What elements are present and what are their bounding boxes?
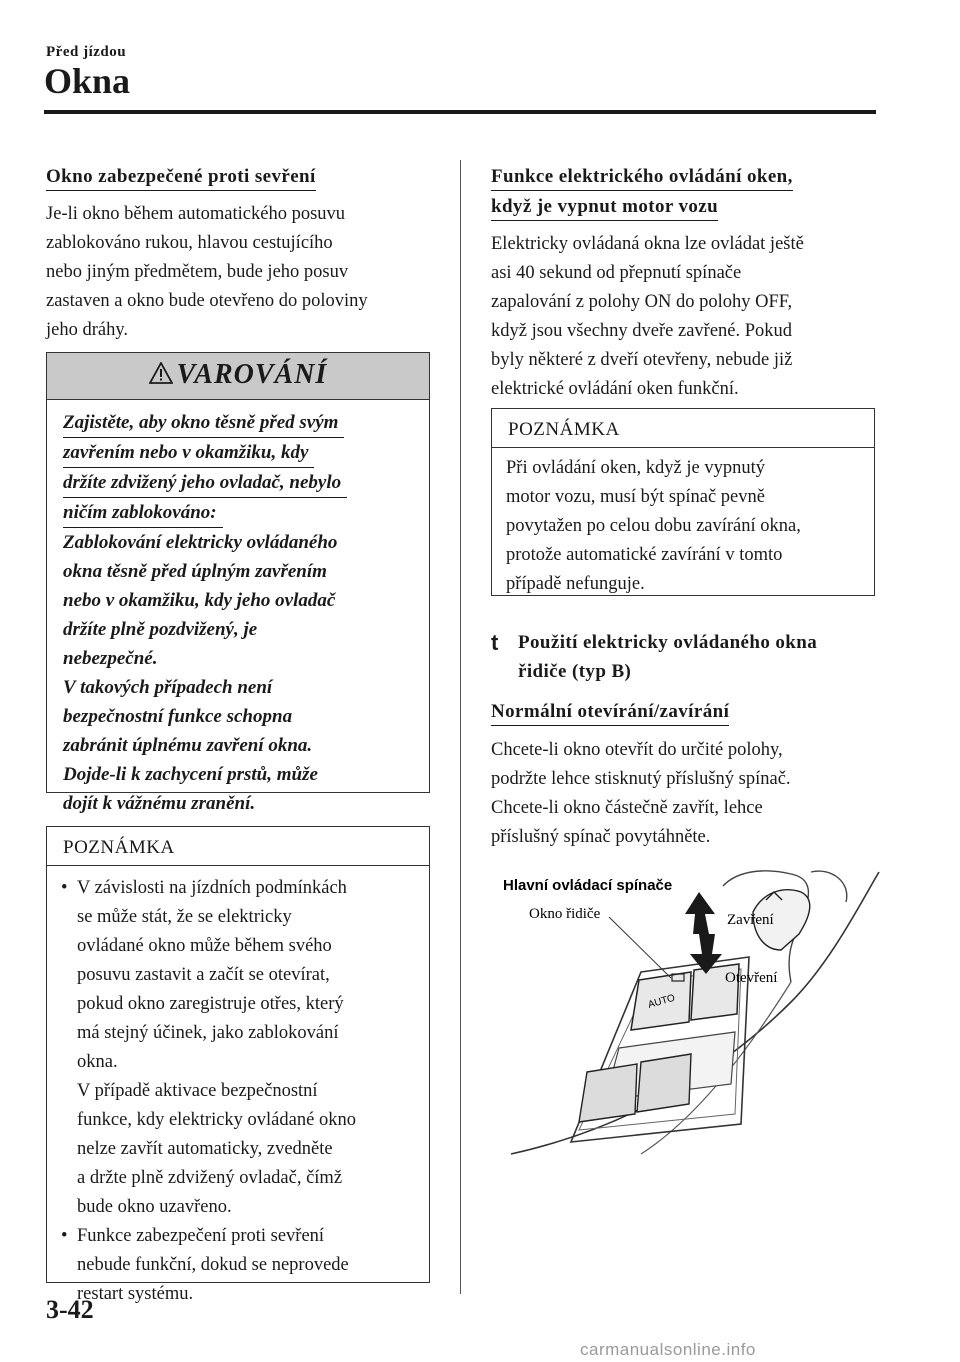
engine-off-heading: Funkce elektrického ovládání oken, když je vypnut motor vozu (491, 162, 793, 221)
item-marker: t (491, 630, 499, 655)
rear-left-switch (579, 1064, 637, 1122)
anti-pinch-heading: Okno zabezpečené proti sevření (46, 162, 316, 191)
normal-open-close-paragraph: Chcete-li okno otevřít do určité polohy, podržte lehce stisknutý příslušný spínač. Chcete-li okno částečně zavřít, lehce příslušný spínač povytáhněte. (491, 740, 791, 847)
note-title: POZNÁMKA (47, 827, 429, 866)
note-text: • V závislosti na jízdních podmínkách se může stát, že se elektricky ovládané okno může během svého posuvu zastavit a začít se otevírat, pokud okno zaregistruje otřes, který má stejný účinek, jako zablokování okna. V případě aktivace bezpečnostní funkce, kdy elektricky ovládané okno nelze zavřít automaticky, zvedněte a držte plně zdvižený ovladač, čímž bude okno uzavřeno. • Funkce zabezpečení proti sevření nebude funkční, dokud se neprovede restart systému. (47, 866, 429, 1309)
normal-open-close-heading: Normální otevírání/zavírání (491, 697, 729, 726)
warning-header (47, 353, 429, 400)
note-title: POZNÁMKA (492, 409, 874, 448)
rear-right-switch (637, 1054, 691, 1112)
engine-off-paragraph: Elektricky ovládaná okna lze ovládat ještě asi 40 sekund od přepnutí spínače zapalování z polohy ON do polohy OFF, když jsou všechny dveře zavřené. Pokud byly některé z dveří otevřeny, nebude již elektrické ovládání oken funkční. (491, 234, 804, 399)
window-switch-figure (491, 862, 881, 1162)
note-box-left (46, 826, 430, 1304)
auto-label: AUTO (646, 992, 677, 1011)
watermark: carmanualsonline.info (580, 1340, 756, 1359)
note-box-right (491, 408, 875, 596)
section-title: Okna (44, 61, 131, 101)
page-number: 3-42 (46, 1295, 94, 1324)
main-switches-label: Hlavní ovládací spínače (503, 877, 673, 894)
column-divider (460, 160, 461, 1294)
header-rule (44, 110, 876, 114)
bullet-dot: • (61, 1226, 68, 1246)
chapter-label: Před jízdou (46, 44, 127, 60)
warning-triangle-icon (149, 362, 173, 384)
warning-text: Zajistěte, aby okno těsně před svým zavřením nebo v okamžiku, kdy držíte zdvižený jeho ovladač, nebylo ničím zablokováno: Zablokování elektricky ovládaného okna těsně před úplným zavřením nebo v okamžiku, kdy jeho ovladač držíte plně pozdvižený, je nebezpečné. V takových případech není bezpečnostní funkce schopna zabránit úplnému zavření okna. Dojde-li k zachycení prstů, může dojít k vážnému zranění. (47, 400, 429, 818)
note-text: Při ovládání oken, když je vypnutý motor vozu, musí být spínač pevně povytažen po celou dobu zavírání okna, protože automatické zavírání v tomto případě nefunguje. (506, 458, 801, 594)
driver-window-heading: Použití elektricky ovládaného okna řidiče (typ B) (518, 632, 818, 682)
warning-title: VAROVÁNÍ (176, 359, 328, 390)
driver-window-label: Okno řidiče (529, 906, 601, 922)
bullet-dot: • (61, 878, 68, 898)
driver-window-leader-line (609, 917, 671, 978)
warning-box (46, 352, 430, 814)
anti-pinch-paragraph: Je-li okno během automatického posuvu zablokováno rukou, hlavou cestujícího nebo jiným předmětem, bude jeho posuv zastaven a okno bude otevřeno do poloviny jeho dráhy. (46, 204, 368, 340)
close-label: Zavření (727, 912, 774, 928)
open-label: Otevření (725, 970, 778, 986)
